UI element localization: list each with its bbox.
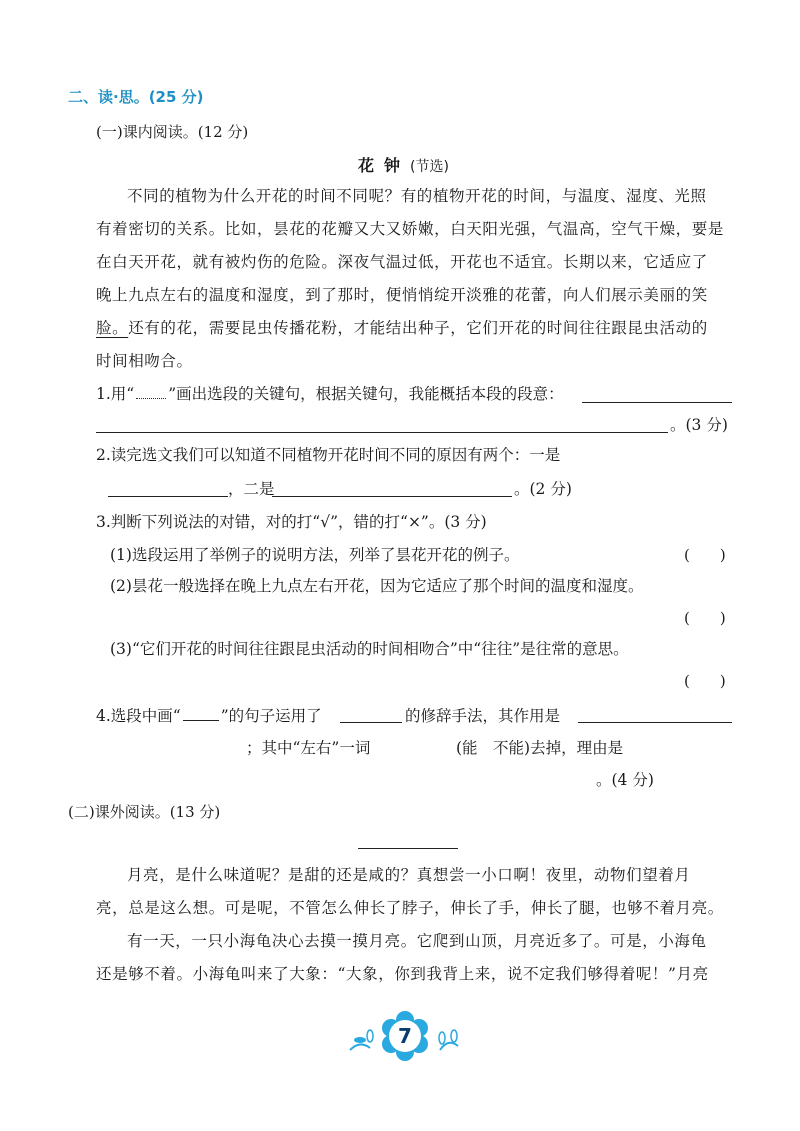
part2-line: 有一天，一只小海龟决心去摸一摸月亮。它爬到山顶，月亮近多了。可是，小海龟 [127, 932, 707, 950]
passage-line: 在白天开花，就有被灼伤的危险。深夜气温过低，开花也不适宜。长期以来，它适应了 [96, 253, 708, 271]
straight-line-mark [183, 706, 219, 721]
q2-blank-1[interactable] [108, 496, 228, 497]
passage-line: 有着密切的关系。比如，昙花的花瓣又大又娇嫩，白天阳光强，气温高，空气干燥，要是 [96, 220, 724, 238]
q4-score: 。(4 分) [596, 771, 654, 789]
q1-score: 。(3 分) [670, 416, 728, 434]
q4-text-c: 的修辞手法，其作用是 [405, 707, 561, 725]
page-footer [340, 1010, 470, 1070]
passage-line-wrap [96, 317, 708, 339]
question-2: 2.读完选文我们可以知道不同植物开花时间不同的原因有两个：一是 [96, 446, 561, 464]
part2-heading: (二)课外阅读。(13 分) [68, 803, 221, 821]
q3-item-1: (1)选段运用了举例子的说明方法，列举了昙花开花的例子。 [110, 546, 520, 564]
q3-item-3: (3)“它们开花的时间往往跟昆虫活动的时间相吻合”中“往往”是往常的意思。 [110, 640, 629, 658]
q4-text-d: ；其中“左右”一词 [246, 739, 371, 757]
passage-line: 时间相吻合。 [96, 352, 193, 370]
underlined-word: 脸。 [96, 319, 129, 337]
q3-answer-1[interactable]: ( ) [684, 546, 726, 564]
passage-line: 还有的花，需要昆虫传播花粉，才能结出种子，它们开花的时间往往跟昆虫活动的 [128, 319, 708, 337]
q4-text-a: 4.选段中画“ [96, 707, 181, 725]
q4-text-b: ”的句子运用了 [220, 707, 322, 725]
part1-heading: (一)课内阅读。(12 分) [96, 123, 249, 141]
question-4 [96, 705, 322, 727]
question-3: 3.判断下列说法的对错，对的打“√”，错的打“×”。(3 分) [96, 513, 487, 531]
part2-line: 还是够不着。小海龟叫来了大象：“大象，你到我背上来，说不定我们够得着呢！”月亮 [96, 965, 709, 983]
q2-mid: ，二是 [228, 480, 275, 498]
section-title: 二、读·思。(25 分) [68, 88, 204, 106]
q3-answer-2[interactable]: ( ) [684, 609, 726, 627]
q2-blank-2[interactable] [272, 496, 512, 497]
q1-prefix: 1.用“ [96, 385, 135, 403]
passage-line: 晚上九点左右的温度和湿度，到了那时，便悄悄绽开淡雅的花蕾，向人们展示美丽的笑 [96, 286, 708, 304]
passage-title [358, 155, 449, 178]
passage-note: (节选) [410, 159, 449, 175]
q4-effect-blank-1[interactable] [578, 722, 732, 723]
wavy-line-mark [136, 386, 166, 399]
q4-rhetoric-blank[interactable] [340, 722, 402, 723]
q1-answer-blank-1[interactable] [582, 402, 732, 403]
passage-line: 不同的植物为什么开花的时间不同呢？有的植物开花的时间，与温度、湿度、光照 [127, 187, 707, 205]
q3-answer-3[interactable]: ( ) [684, 672, 726, 690]
part2-line: 亮，总是这么想。可是呢，不管怎么伸长了脖子，伸长了手，伸长了腿，也够不着月亮。 [96, 899, 724, 917]
part2-title-blank[interactable] [358, 848, 458, 849]
page-number: 7 [398, 1024, 412, 1048]
q2-score: 。(2 分) [514, 480, 572, 498]
q4-text-e: (能 不能)去掉，理由是 [456, 739, 624, 757]
passage-title-text: 花钟 [358, 156, 411, 175]
q1-text: ”画出选段的关键句，根据关键句，我能概括本段的段意： [168, 385, 564, 403]
question-1 [96, 383, 564, 405]
q3-item-2: (2)昙花一般选择在晚上九点左右开花，因为它适应了那个时间的温度和湿度。 [110, 577, 644, 595]
part2-line: 月亮，是什么味道呢？是甜的还是咸的？真想尝一小口啊！夜里，动物们望着月 [127, 866, 691, 884]
q1-answer-blank-2[interactable] [96, 432, 668, 433]
